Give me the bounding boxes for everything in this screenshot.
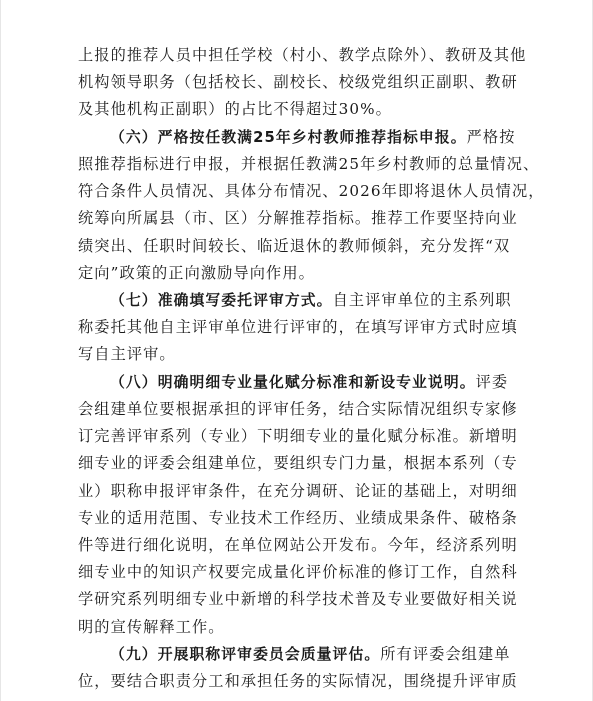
text-line: 写自主评审。	[78, 345, 176, 363]
text-line: 统筹向所属县（市、区）分解推荐指标。推荐工作要坚持向业	[78, 209, 518, 227]
text-line: 定向”政策的正向激励导向作用。	[78, 264, 315, 282]
text-line: 机构领导职务（包括校长、副校长、校级党组织正副职、教研	[78, 73, 518, 91]
section-heading: （九）开展职称评审委员会质量评估。	[110, 646, 381, 663]
text-line: 细专业的评委会组建单位，要组织专门力量，根据本系列（专	[78, 454, 518, 472]
section-heading-line: （六）严格按任教满25年乡村教师推荐指标申报。严格按	[110, 128, 516, 146]
text-line: 专业的适用范围、专业技术工作经历、业绩成果条件、破格条	[78, 509, 518, 527]
section-heading: （七）准确填写委托评审方式。	[110, 292, 333, 309]
text-line: 会组建单位要根据承担的评审任务，结合实际情况组织专家修	[78, 400, 518, 418]
text-line: 称委托其他自主评审单位进行评审的，在填写评审方式时应填	[78, 318, 518, 336]
text-line: 明的宣传解释工作。	[78, 618, 225, 636]
text-line: 及其他机构正副职）的占比不得超过30%。	[78, 100, 392, 118]
text-line: 照推荐指标进行申报，并根据任教满25年乡村教师的总量情况、	[78, 155, 540, 173]
section-heading-line: （七）准确填写委托评审方式。自主评审单位的主系列职	[110, 291, 512, 309]
text-line: 订完善评审系列（专业）下明细专业的量化赋分标准。新增明	[78, 427, 518, 445]
text-line: 件等进行细化说明，在单位网站公开发布。今年，经济系列明	[78, 536, 518, 554]
text-line: 业）职称申报评审条件，在充分调研、论证的基础上，对明细	[78, 482, 518, 500]
section-heading: （六）严格按任教满25年乡村教师推荐指标申报。	[110, 129, 467, 146]
section-heading-line: （九）开展职称评审委员会质量评估。所有评委会组建单	[110, 645, 511, 663]
text-line: 符合条件人员情况、具体分布情况、2026年即将退休人员情况，	[78, 182, 545, 200]
text-line: 绩突出、任职时间较长、临近退休的教师倾斜，充分发挥“双	[78, 237, 511, 255]
section-heading-line: （八）明确明细专业量化赋分标准和新设专业说明。评委	[110, 373, 509, 391]
text-line: 上报的推荐人员中担任学校（村小、教学点除外）、教研及其他	[78, 46, 527, 64]
text-line: 细专业中的知识产权要完成量化评价标准的修订工作，自然科	[78, 563, 518, 581]
section-heading: （八）明确明细专业量化赋分标准和新设专业说明。	[110, 374, 476, 391]
text-line: 学研究系列明细专业中新增的科学技术普及专业要做好相关说	[78, 590, 518, 608]
text-line: 位，要结合职责分工和承担任务的实际情况，围绕提升评审质	[78, 672, 518, 690]
